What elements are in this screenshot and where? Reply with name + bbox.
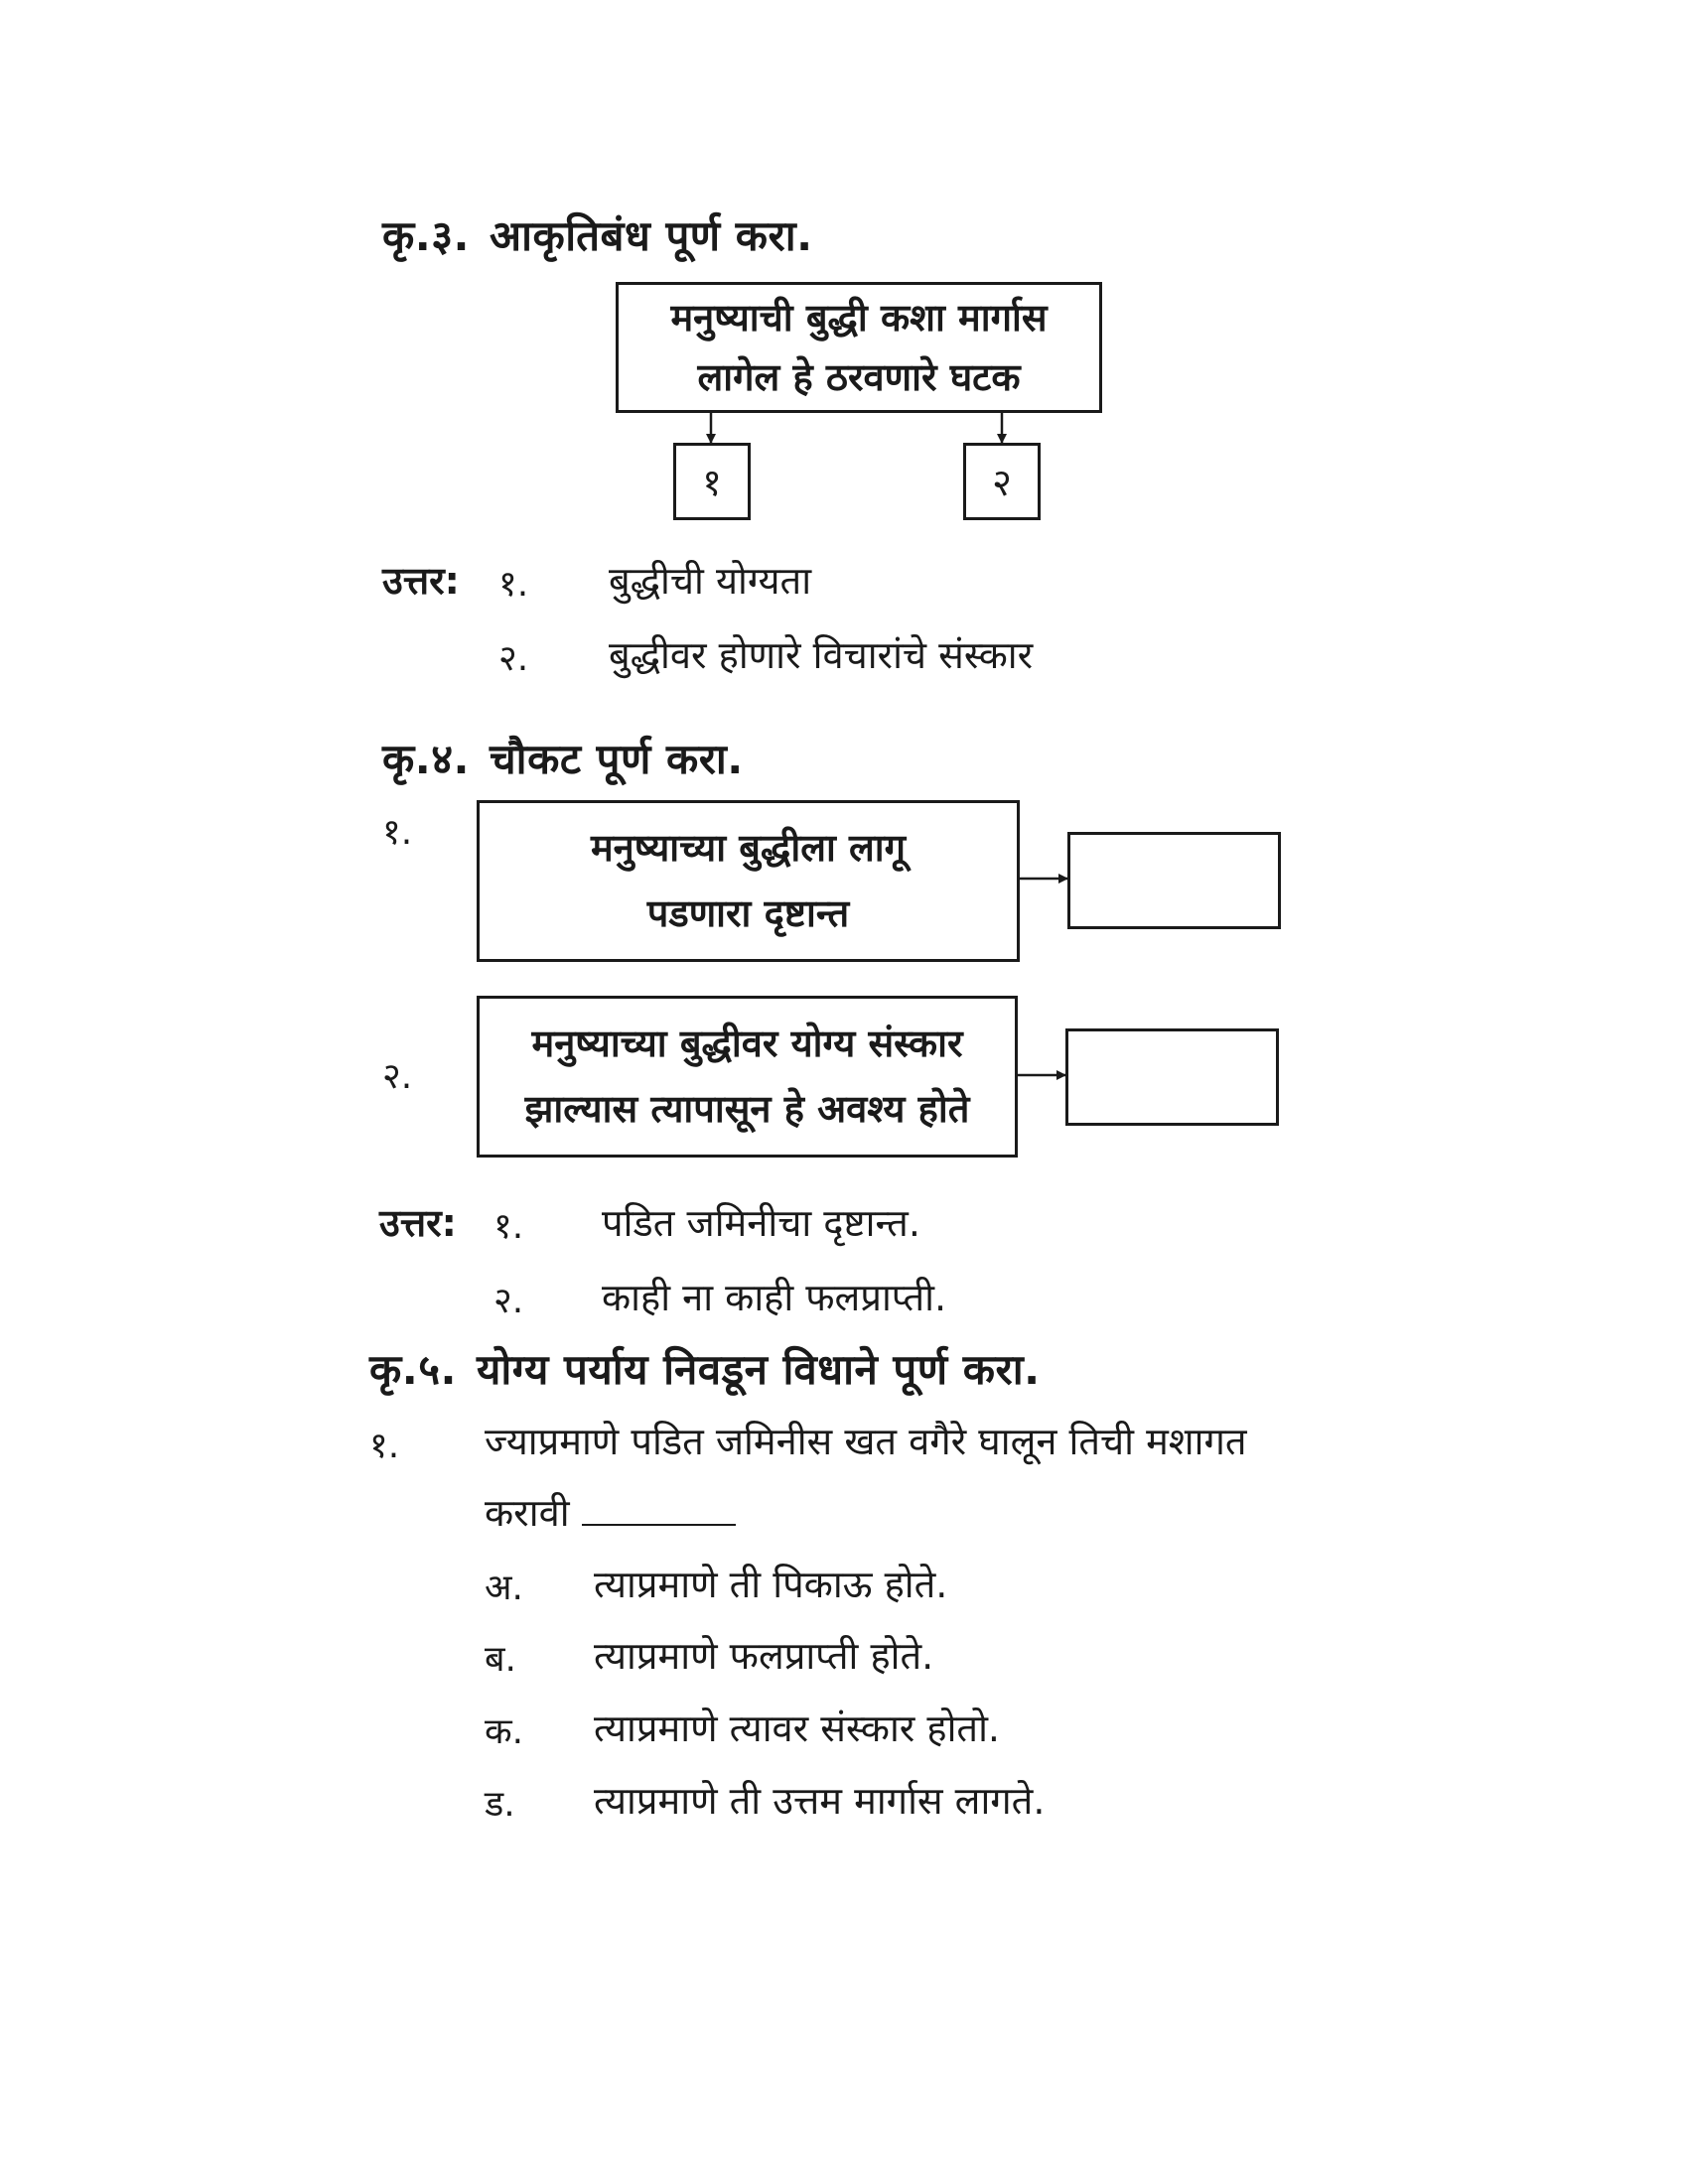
q3-heading: [382, 206, 813, 263]
q5-option-d-text: त्याप्रमाणे ती उत्तम मार्गास लागते.: [594, 1779, 1046, 1823]
q4-number: कृ.४.: [382, 735, 471, 783]
q5-option-a-letter: अ.: [485, 1568, 523, 1608]
q4-item-2-num: २.: [382, 1056, 413, 1097]
q5-statement-line2-wrap: [485, 1486, 736, 1538]
q3-answer-2-text: बुद्धीवर होणारे विचारांचे संस्कार: [609, 633, 1034, 677]
q4-item-2-box: [477, 996, 1018, 1158]
q3-answer-1-text: बुद्धीची योग्यता: [609, 559, 812, 603]
q5-option-b-text: त्याप्रमाणे फलप्राप्ती होते.: [594, 1634, 934, 1678]
q4-answer-label: उत्तर:: [379, 1201, 457, 1245]
q4-answer-1-num: १.: [493, 1206, 524, 1247]
q3-child-box-2: २: [963, 443, 1041, 520]
q3-answer-label: उत्तर:: [382, 559, 460, 603]
q4-item-1-answer-box: [1067, 832, 1281, 929]
q5-option-b-letter: ब.: [485, 1639, 516, 1680]
q5-item-num: १.: [369, 1426, 400, 1466]
q3-child-box-1: १: [673, 443, 751, 520]
q5-statement-line2: करावी: [485, 1491, 570, 1535]
q3-main-box: [616, 282, 1102, 413]
q4-answer-1-text: पडित जमिनीचा दृष्टान्त.: [602, 1201, 920, 1245]
q4-item-1-box: [477, 800, 1020, 962]
q3-instruction: आकृतिबंध पूर्ण करा.: [490, 211, 813, 260]
q5-answer-blank: [582, 1494, 736, 1526]
q3-answer-2-num: २.: [498, 638, 529, 679]
q5-heading: [369, 1340, 1041, 1397]
q5-option-d-letter: ड.: [485, 1784, 515, 1825]
q5-statement-line1: ज्याप्रमाणे पडित जमिनीस खत वगैरे घालून तिची मशागत: [485, 1420, 1247, 1463]
q4-item-2-answer-box: [1065, 1028, 1279, 1126]
q4-answer-2-text: काही ना काही फलप्राप्ती.: [602, 1276, 947, 1319]
q4-item-1-box-line1: मनुष्याच्या बुद्धीला लागू: [590, 826, 907, 870]
q4-item-2-box-line2: झाल्यास त्यापासून हे अवश्य होते: [524, 1087, 970, 1131]
q3-main-box-line2: लागेल हे ठरवणारे घटक: [697, 355, 1021, 399]
q5-instruction: योग्य पर्याय निवडून विधाने पूर्ण करा.: [477, 1345, 1041, 1394]
q4-item-1-box-line2: पडणारा दृष्टान्त: [646, 891, 850, 935]
q3-number: कृ.३.: [382, 211, 471, 260]
q4-heading: [382, 730, 744, 786]
q3-answer-1-num: १.: [498, 564, 529, 605]
q4-item-1-num: १.: [382, 812, 413, 853]
q5-option-a-text: त्याप्रमाणे ती पिकाऊ होते.: [594, 1563, 948, 1606]
q5-option-c-text: त्याप्रमाणे त्यावर संस्कार होतो.: [594, 1706, 1001, 1750]
q5-option-c-letter: क.: [485, 1711, 524, 1752]
q5-number: कृ.५.: [369, 1345, 458, 1394]
q4-answer-2-num: २.: [493, 1281, 524, 1321]
q4-instruction: चौकट पूर्ण करा.: [490, 735, 744, 783]
q3-main-box-line1: मनुष्याची बुद्धी कशा मार्गास: [670, 296, 1048, 340]
q4-item-2-box-line1: मनुष्याच्या बुद्धीवर योग्य संस्कार: [531, 1022, 963, 1065]
